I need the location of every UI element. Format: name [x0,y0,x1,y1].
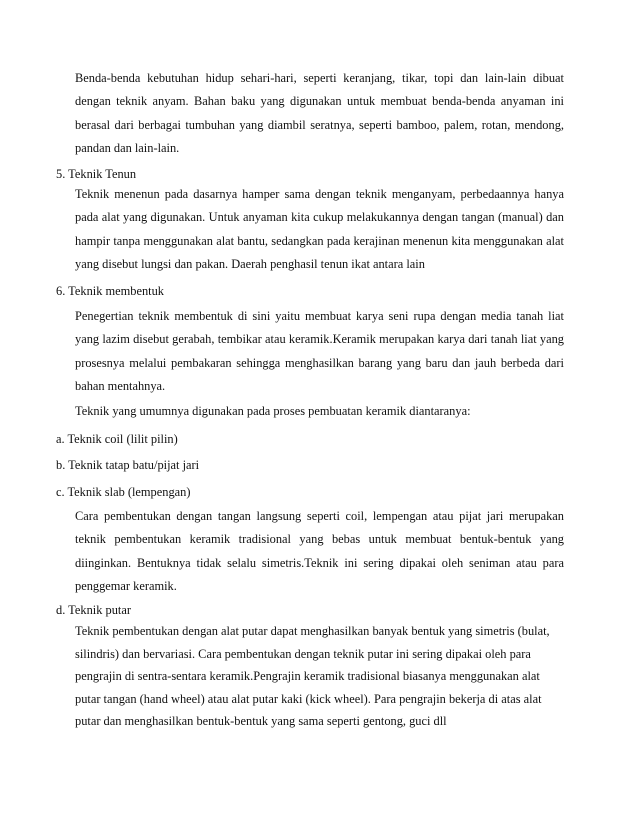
paragraph-putar: Teknik pembentukan dengan alat putar dapat menghasilkan banyak bentuk yang simetris (bulat, silindris) dan bervariasi. Cara pembentukan dengan teknik putar ini sering dipakai oleh para pengrajin di sentra-sentara keramik.Pengrajin keramik tradisional biasanya menggunakan alat putar tangan (hand wheel) atau alat putar kaki (kick wheel). Para pengrajin bekerja di atas alat putar dan menghasilkan bentuk-bentuk yang sama seperti gentong, guci dll [75,624,550,729]
list-item-teknik-putar: d. Teknik putar [56,603,131,617]
paragraph-tenun: Teknik menenun pada dasarnya hamper sama dengan teknik menganyam, perbedaannya hanya pada alat yang digunakan. Untuk anyaman kita cukup melakukannya dengan tangan (manual) dan hampir tanpa menggunakan alat bantu, sedangkan pada kerajinan menenun kita menggunakan alat yang disebut lungsi dan pakan. Daerah penghasil tenun ikat antara lain [75,187,564,272]
list-item-teknik-coil: a. Teknik coil (lilit pilin) [56,432,178,446]
paragraph-membentuk: Penegertian teknik membentuk di sini yaitu membuat karya seni rupa dengan media tanah liat yang lazim disebut gerabah, tembikar atau keramik.Keramik merupakan karya dari tanah liat yang prosesnya melalui pembakaran sehingga menghasilkan barang yang baru dan jauh berbeda dari bahan mentahnya. [75,309,564,394]
paragraph-keramik-intro: Teknik yang umumnya digunakan pada proses pembuatan keramik diantaranya: [75,404,471,418]
heading-teknik-membentuk: 6. Teknik membentuk [56,284,164,298]
paragraph-anyaman: Benda-benda kebutuhan hidup sehari-hari, seperti keranjang, tikar, topi dan lain-lain dibuat dengan teknik anyam. Bahan baku yang digunakan untuk membuat benda-benda anyaman ini berasal dari berbagai tumbuhan yang diambil seratnya, seperti bamboo, palem, rotan, mendong, pandan dan lain-lain. [75,71,564,156]
paragraph-slab: Cara pembentukan dengan tangan langsung seperti coil, lempengan atau pijat jari merupakan teknik pembentukan keramik tradisional yang bebas untuk membuat bentuk-bentuk yang diinginkan. Bentuknya tidak selalu simetris.Teknik ini sering dipakai oleh seniman atau para penggemar keramik. [75,509,564,594]
list-item-teknik-slab: c. Teknik slab (lempengan) [56,485,191,499]
list-item-teknik-tatap: b. Teknik tatap batu/pijat jari [56,458,200,472]
heading-teknik-tenun: 5. Teknik Tenun [56,167,137,181]
